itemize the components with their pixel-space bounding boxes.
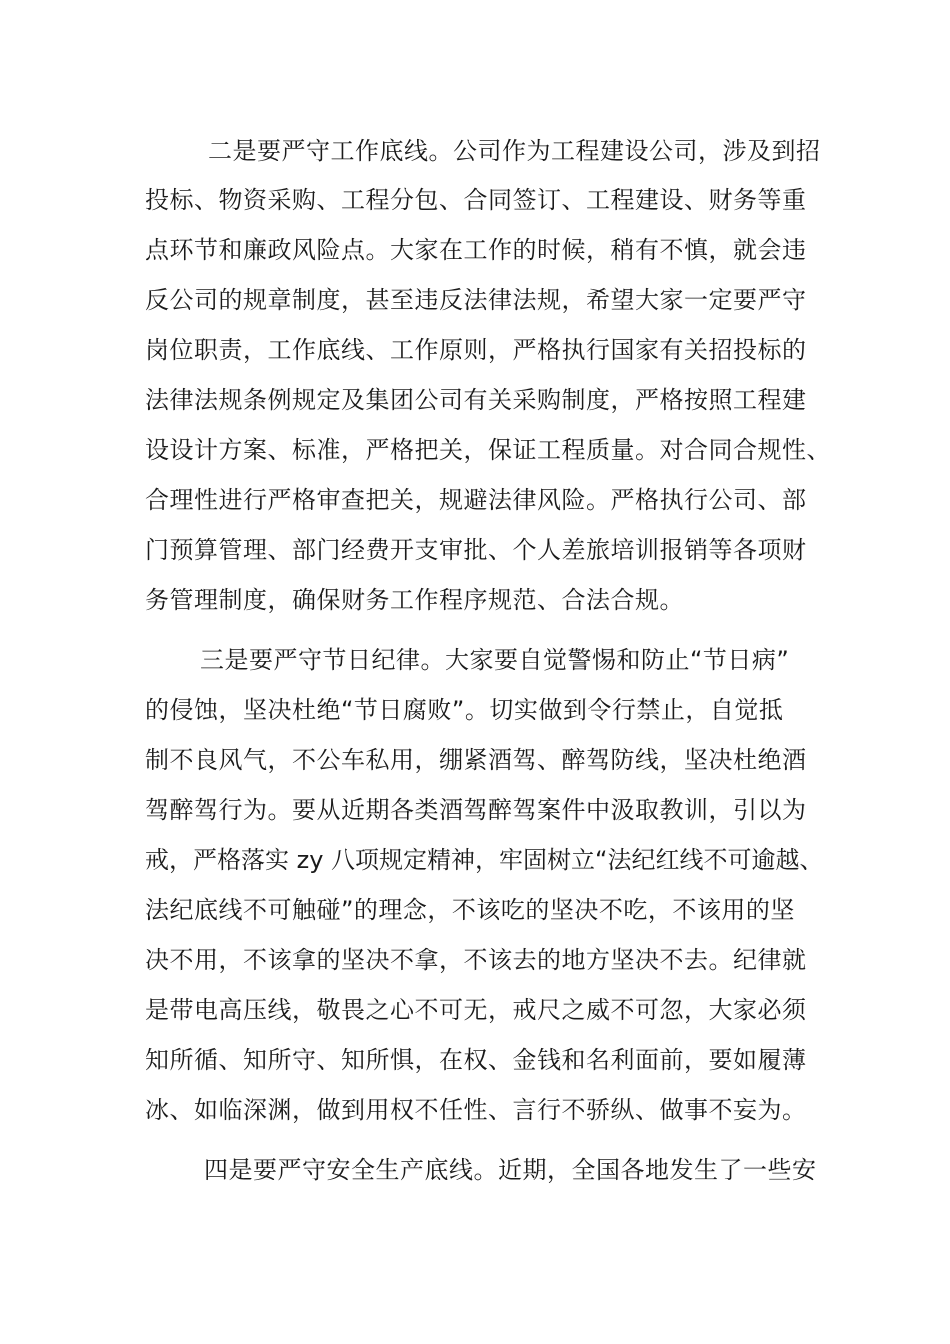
paragraph-1-line-5: 岗位职责，工作底线、工作原则，严格执行国家有关招投标的 (145, 336, 807, 364)
paragraph-2-line-8: 是带电高压线，敬畏之心不可无，戒尺之威不可忽，大家必须 (145, 996, 807, 1024)
paragraph-2-line-9: 知所循、知所守、知所惧，在权、金钱和名利面前，要如履薄 (145, 1046, 807, 1074)
paragraph-3-line-1: 四是要严守安全生产底线。近期，全国各地发生了一些安 (204, 1156, 817, 1184)
paragraph-1-line-4: 反公司的规章制度，甚至违反法律法规，希望大家一定要严守 (145, 286, 807, 314)
paragraph-1-line-10: 务管理制度，确保财务工作程序规范、合法合规。 (145, 586, 684, 614)
paragraph-2-line-7: 决不用，不该拿的坚决不拿，不该去的地方坚决不去。纪律就 (145, 946, 807, 974)
paragraph-1-line-1: 二是要严守工作底线。公司作为工程建设公司，涉及到招 (208, 137, 821, 165)
paragraph-2-line-1: 三是要严守节日纪律。大家要自觉警惕和防止“节日病” (200, 646, 790, 674)
paragraph-2-line-3: 制不良风气，不公车私用，绷紧酒驾、醉驾防线，坚决杜绝酒 (145, 746, 807, 774)
paragraph-2-line-6: 法纪底线不可触碰”的理念，不该吃的坚决不吃，不该用的坚 (145, 896, 795, 924)
paragraph-1-line-2: 投标、物资采购、工程分包、合同签订、工程建设、财务等重 (145, 186, 807, 214)
paragraph-1-line-7: 设设计方案、标准，严格把关，保证工程质量。对合同合规性、 (145, 436, 831, 464)
paragraph-2-line-2: 的侵蚀，坚决杜绝“节日腐败”。切实做到令行禁止，自觉抵 (145, 696, 784, 724)
paragraph-1-line-9: 门预算管理、部门经费开支审批、个人差旅培训报销等各项财 (145, 536, 807, 564)
paragraph-1-line-3: 点环节和廉政风险点。大家在工作的时候，稍有不慎，就会违 (145, 236, 807, 264)
paragraph-1-line-8: 合理性进行严格审查把关，规避法律风险。严格执行公司、部 (145, 486, 807, 514)
paragraph-2-line-4: 驾醉驾行为。要从近期各类酒驾醉驾案件中汲取教训，引以为 (145, 796, 807, 824)
paragraph-2-line-10: 冰、如临深渊，做到用权不任性、言行不骄纵、做事不妄为。 (145, 1096, 807, 1124)
paragraph-1-line-6: 法律法规条例规定及集团公司有关采购制度，严格按照工程建 (145, 386, 807, 414)
paragraph-2-line-5: 戒，严格落实 zy 八项规定精神，牢固树立“法纪红线不可逾越、 (145, 846, 824, 874)
